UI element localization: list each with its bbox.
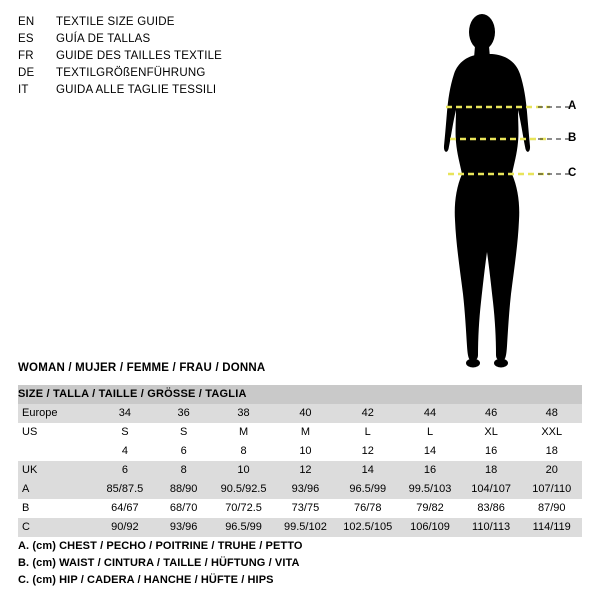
body-figure bbox=[400, 8, 600, 378]
table-cell: 6 bbox=[155, 442, 213, 461]
measure-label-a: A bbox=[568, 100, 577, 112]
table-cell: 79/82 bbox=[399, 499, 461, 518]
table-cell: XL bbox=[461, 423, 522, 442]
table-row bbox=[18, 423, 582, 442]
female-silhouette-icon bbox=[400, 8, 600, 378]
table-cell: 20 bbox=[521, 461, 582, 480]
language-text: TEXTILE SIZE GUIDE bbox=[56, 16, 175, 28]
table-row bbox=[18, 499, 582, 518]
table-cell: 76/78 bbox=[336, 499, 399, 518]
table-cell: 14 bbox=[336, 461, 399, 480]
language-code: DE bbox=[18, 67, 35, 79]
measure-label-c: C bbox=[568, 167, 577, 179]
table-cell: 87/90 bbox=[521, 499, 582, 518]
table-cell: 34 bbox=[95, 404, 155, 423]
language-row bbox=[18, 48, 348, 65]
footnote-hip: C. (cm) HIP / CADERA / HANCHE / HÜFTE / HIPS bbox=[18, 574, 274, 586]
language-row bbox=[18, 65, 348, 82]
table-cell: S bbox=[155, 423, 213, 442]
table-row bbox=[18, 442, 582, 461]
table-cell: 10 bbox=[275, 442, 337, 461]
table-cell: 88/90 bbox=[155, 480, 213, 499]
table-cell: 10 bbox=[212, 461, 274, 480]
measure-label-b: B bbox=[568, 132, 577, 144]
table-cell: 36 bbox=[155, 404, 213, 423]
table-cell: 46 bbox=[461, 404, 522, 423]
language-code: ES bbox=[18, 33, 34, 45]
language-text: GUIDA ALLE TAGLIE TESSILI bbox=[56, 84, 217, 96]
table-cell: 83/86 bbox=[461, 499, 522, 518]
table-cell: M bbox=[275, 423, 337, 442]
footnote-chest: A. (cm) CHEST / PECHO / POITRINE / TRUHE / PETTO bbox=[18, 540, 303, 552]
table-cell: L bbox=[336, 423, 399, 442]
row-label: C bbox=[18, 518, 95, 537]
table-cell: 114/119 bbox=[521, 518, 582, 537]
table-cell: 106/109 bbox=[399, 518, 461, 537]
language-text: TEXTILGRÖßENFÜHRUNG bbox=[56, 67, 206, 79]
language-row bbox=[18, 14, 348, 31]
row-label: US bbox=[18, 423, 95, 442]
language-row bbox=[18, 82, 348, 99]
table-row bbox=[18, 404, 582, 423]
table-row bbox=[18, 480, 582, 499]
table-cell: 8 bbox=[155, 461, 213, 480]
row-label: A bbox=[18, 480, 95, 499]
table-header-label: SIZE / TALLA / TAILLE / GRÖSSE / TAGLIA bbox=[18, 385, 582, 404]
table-cell: 99.5/102 bbox=[275, 518, 337, 537]
table-cell: 40 bbox=[275, 404, 337, 423]
table-cell: 64/67 bbox=[95, 499, 155, 518]
table-cell: 16 bbox=[461, 442, 522, 461]
table-cell: S bbox=[95, 423, 155, 442]
table-cell: 96.5/99 bbox=[336, 480, 399, 499]
table-cell: 68/70 bbox=[155, 499, 213, 518]
table-cell: 12 bbox=[275, 461, 337, 480]
table-cell: 8 bbox=[212, 442, 274, 461]
language-text: GUÍA DE TALLAS bbox=[56, 33, 151, 45]
row-label: B bbox=[18, 499, 95, 518]
table-cell: 99.5/103 bbox=[399, 480, 461, 499]
section-title-woman: WOMAN / MUJER / FEMME / FRAU / DONNA bbox=[18, 362, 266, 374]
size-table bbox=[18, 385, 582, 537]
table-cell: 70/72.5 bbox=[212, 499, 274, 518]
table-cell: XXL bbox=[521, 423, 582, 442]
table-cell: 110/113 bbox=[461, 518, 522, 537]
table-cell: 73/75 bbox=[275, 499, 337, 518]
table-cell: 107/110 bbox=[521, 480, 582, 499]
table-cell: M bbox=[212, 423, 274, 442]
table-cell: 42 bbox=[336, 404, 399, 423]
table-cell: 104/107 bbox=[461, 480, 522, 499]
table-cell: 90/92 bbox=[95, 518, 155, 537]
row-label: Europe bbox=[18, 404, 95, 423]
table-row bbox=[18, 518, 582, 537]
footnote-waist: B. (cm) WAIST / CINTURA / TAILLE / HÜFTUNG / VITA bbox=[18, 557, 300, 569]
row-label: UK bbox=[18, 461, 95, 480]
language-list bbox=[18, 14, 348, 99]
language-code: IT bbox=[18, 84, 29, 96]
table-cell: 38 bbox=[212, 404, 274, 423]
table-cell: 14 bbox=[399, 442, 461, 461]
table-cell: 102.5/105 bbox=[336, 518, 399, 537]
table-header-row bbox=[18, 385, 582, 404]
table-cell: 18 bbox=[521, 442, 582, 461]
table-cell: 96.5/99 bbox=[212, 518, 274, 537]
table-cell: 90.5/92.5 bbox=[212, 480, 274, 499]
table-cell: 12 bbox=[336, 442, 399, 461]
table-cell: 44 bbox=[399, 404, 461, 423]
footnote-list bbox=[18, 538, 583, 589]
table-cell: L bbox=[399, 423, 461, 442]
table-cell: 16 bbox=[399, 461, 461, 480]
language-code: FR bbox=[18, 50, 34, 62]
table-cell: 18 bbox=[461, 461, 522, 480]
row-label bbox=[18, 442, 95, 461]
table-cell: 6 bbox=[95, 461, 155, 480]
language-row bbox=[18, 31, 348, 48]
table-cell: 48 bbox=[521, 404, 582, 423]
table-row bbox=[18, 461, 582, 480]
table-cell: 85/87.5 bbox=[95, 480, 155, 499]
language-code: EN bbox=[18, 16, 35, 28]
table-cell: 93/96 bbox=[275, 480, 337, 499]
table-cell: 4 bbox=[95, 442, 155, 461]
language-text: GUIDE DES TAILLES TEXTILE bbox=[56, 50, 223, 62]
table-cell: 93/96 bbox=[155, 518, 213, 537]
